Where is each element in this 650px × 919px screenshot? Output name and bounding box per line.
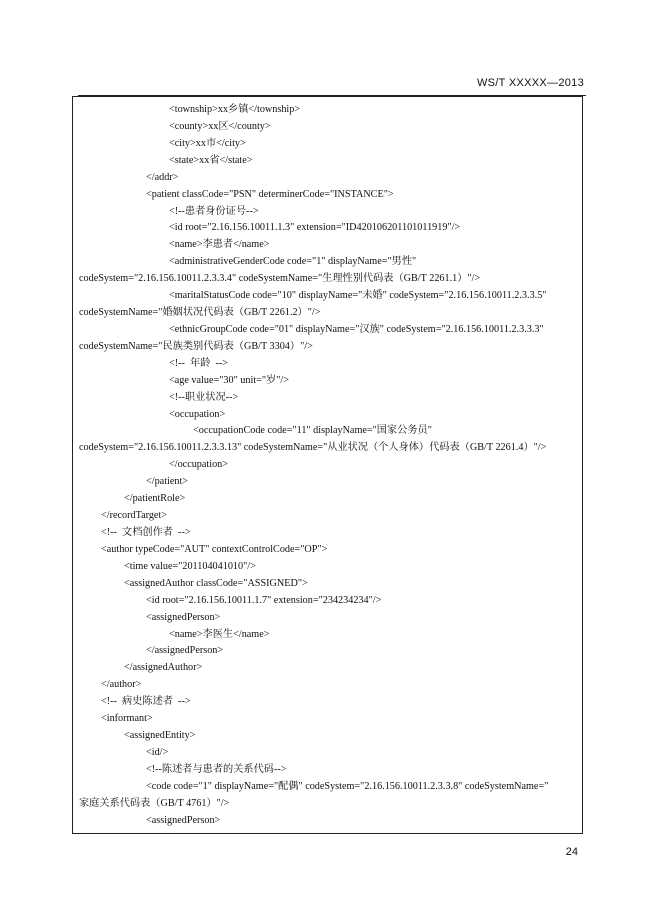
code-line: <assignedPerson> bbox=[146, 814, 221, 826]
code-line: <informant> bbox=[101, 713, 153, 725]
code-line: <patient classCode="PSN" determinerCode="INSTANCE"> bbox=[146, 188, 394, 200]
code-line: <administrativeGenderCode code="1" displayName="男性" bbox=[169, 256, 417, 268]
code-example-box bbox=[72, 96, 583, 834]
code-line: <!-- 病史陈述者 --> bbox=[101, 696, 191, 708]
code-line: </assignedPerson> bbox=[146, 645, 224, 657]
code-line: </recordTarget> bbox=[101, 510, 168, 522]
code-line: <county>xx区</county> bbox=[169, 120, 271, 132]
code-line: <!--患者身份证号--> bbox=[169, 205, 259, 217]
code-line: 家庭关系代码表（GB/T 4761）"/> bbox=[79, 797, 230, 809]
standard-code-header: WS/T XXXXX—2013 bbox=[476, 77, 584, 89]
code-line: </patient> bbox=[146, 476, 189, 488]
code-line: <maritalStatusCode code="10" displayName="未婚" codeSystem="2.16.156.10011.2.3.3.5" bbox=[169, 290, 547, 302]
page-number: 24 bbox=[565, 846, 578, 858]
code-line: <id root="2.16.156.10011.1.7" extension="234234234"/> bbox=[146, 594, 382, 606]
code-line: <age value="30" unit="岁"/> bbox=[169, 374, 289, 386]
code-line: </addr> bbox=[146, 171, 179, 183]
code-line: codeSystem="2.16.156.10011.2.3.3.13" codeSystemName="从业状况（个人身体）代码表（GB/T 2261.4）"/> bbox=[79, 442, 547, 454]
code-line: <time value="201104041010"/> bbox=[124, 560, 256, 572]
code-line: <name>李医生</name> bbox=[169, 628, 270, 640]
code-line: codeSystemName="民族类别代码表（GB/T 3304）"/> bbox=[79, 340, 313, 352]
code-line: codeSystem="2.16.156.10011.2.3.3.4" codeSystemName="生理性别代码表（GB/T 2261.1）"/> bbox=[79, 273, 481, 285]
code-line: <occupation> bbox=[169, 408, 226, 420]
code-line: <ethnicGroupCode code="01" displayName="汉族" codeSystem="2.16.156.10011.2.3.3.3" bbox=[169, 323, 544, 335]
code-line: codeSystemName="婚姻状况代码表（GB/T 2261.2）"/> bbox=[79, 307, 321, 319]
code-line: </author> bbox=[101, 679, 142, 691]
code-line: <!-- 年龄 --> bbox=[169, 357, 229, 369]
code-line: <!--职业状况--> bbox=[169, 391, 239, 403]
code-line: <author typeCode="AUT" contextControlCode="OP"> bbox=[101, 543, 328, 555]
code-line: <state>xx省</state> bbox=[169, 154, 253, 166]
code-line: <id root="2.16.156.10011.1.3" extension="ID420106201101011919"/> bbox=[169, 222, 461, 234]
code-line: </assignedAuthor> bbox=[124, 662, 203, 674]
code-line: <code code="1" displayName="配偶" codeSystem="2.16.156.10011.2.3.3.8" codeSystemName=" bbox=[146, 780, 549, 792]
code-line: <assignedPerson> bbox=[146, 611, 221, 623]
code-line: <city>xx市</city> bbox=[169, 137, 246, 149]
code-line: <!--陈述者与患者的关系代码--> bbox=[146, 763, 287, 775]
code-line: <assignedAuthor classCode="ASSIGNED"> bbox=[124, 577, 308, 589]
code-line: <assignedEntity> bbox=[124, 730, 196, 742]
code-line: <occupationCode code="11" displayName="国家公务员" bbox=[193, 425, 432, 437]
code-line: <township>xx乡镇</township> bbox=[169, 104, 301, 115]
code-line: <!-- 文档创作者 --> bbox=[101, 527, 191, 538]
code-line: </patientRole> bbox=[124, 493, 186, 505]
code-line: <name>李患者</name> bbox=[169, 239, 270, 251]
code-line: </occupation> bbox=[169, 459, 229, 471]
code-line: <id/> bbox=[146, 746, 169, 758]
